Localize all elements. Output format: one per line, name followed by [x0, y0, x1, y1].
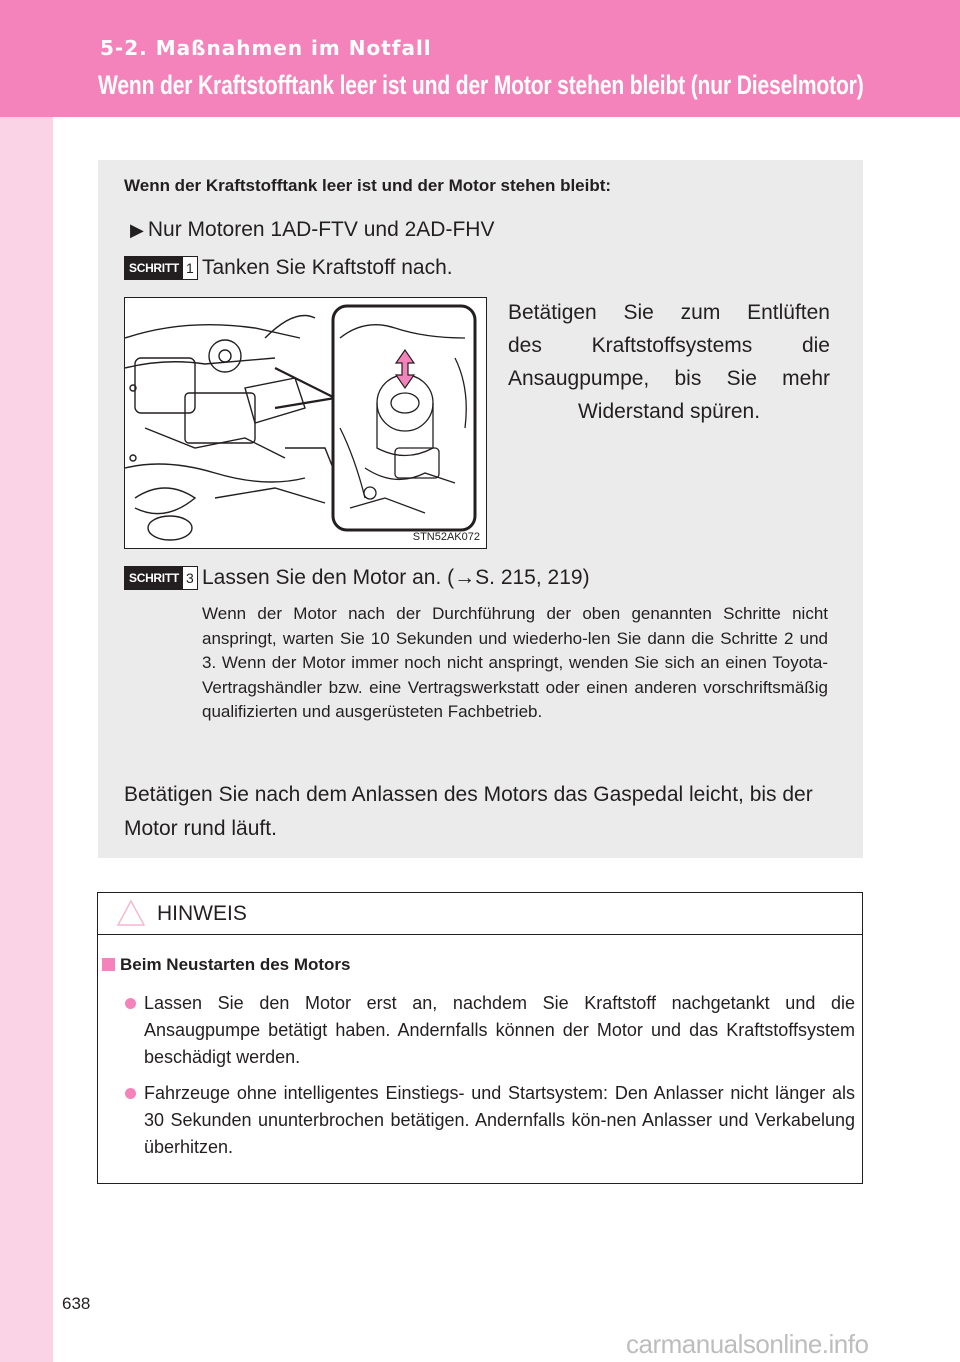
round-bullet-icon [125, 1088, 136, 1099]
round-bullet-icon [125, 998, 136, 1009]
step-number: 3 [186, 570, 194, 586]
side-strip [0, 0, 53, 1362]
after-start-text: Betätigen Sie nach dem Anlassen des Motors das Gaspedal leicht, bis der Motor rund läuft. [124, 783, 813, 840]
notice-bullet [125, 990, 855, 1071]
engine-note [130, 218, 494, 242]
figure-code: STN52AK072 [412, 531, 480, 543]
watermark: carmanualsonline.info [626, 1329, 869, 1359]
page-title: Wenn der Kraftstofftank leer ist und der Motor stehen bleibt (nur Dieselmotor) [98, 70, 864, 100]
notice-bullet-text: Lassen Sie den Motor erst an, nachdem Sie Kraftstoff nachgetankt und die Ansaugpumpe betätigt haben. Andernfalls können der Motor und das Kraftstoffsystem beschädigt werden. [144, 993, 855, 1067]
square-bullet-icon [102, 958, 115, 971]
panel-heading: Wenn der Kraftstofftank leer ist und der Motor stehen bleibt: [124, 176, 612, 195]
notice-bullet [125, 1080, 855, 1161]
step-3-text: Lassen Sie den Motor an. (→S. 215, 219) [202, 566, 590, 589]
step-1-badge [124, 256, 198, 280]
step-2-text [508, 296, 830, 428]
step-1-text: Tanken Sie Kraftstoff nach. [202, 256, 453, 279]
notice-bullet-text: Fahrzeuge ohne intelligentes Einstiegs- und Startsystem: Den Anlasser nicht länger als 30 Sekunden ununterbrochen betätigen. Andernfalls kön-nen Anlasser und Verkabelung überhitzen. [144, 1083, 855, 1157]
step-2-line: des Kraftstoffsystems die [508, 334, 830, 357]
page-number: 638 [62, 1294, 91, 1313]
step-2-line: Ansaugpumpe, bis Sie mehr [508, 367, 830, 390]
notice-heading-text: Beim Neustarten des Motors [120, 955, 351, 974]
step-2-line: Widerstand spüren. [577, 400, 761, 423]
step-3-description: Wenn der Motor nach der Durchführung der oben genannten Schritte nicht anspringt, warten Sie 10 Sekunden und wiederho-len Sie dann die Schritte 2 und 3. Wenn der Motor immer noch nicht anspringt, wenden Sie sich an einen Toyota-Vertragshändler bzw. eine Vertragswerkstatt oder einen anderen vorschriftsmäßig qualifizierten und ausgerüsteten Fachbetrieb. [202, 604, 828, 721]
section-label: 5-2. Maßnahmen im Notfall [100, 36, 432, 60]
step-2-line: Betätigen Sie zum Entlüften [508, 301, 830, 324]
notice-heading [102, 955, 351, 975]
step-3-badge [124, 566, 198, 590]
page-header [0, 0, 960, 117]
engine-note-text: Nur Motoren 1AD-FTV und 2AD-FHV [147, 218, 495, 241]
warning-triangle-icon [116, 899, 146, 927]
triangle-right-icon: ▶ [130, 220, 144, 240]
step-label: SCHRITT [125, 567, 183, 589]
step-number: 1 [186, 260, 194, 276]
step-label: SCHRITT [125, 257, 183, 279]
notice-title: HINWEIS [157, 902, 247, 925]
engine-bay-drawing [125, 298, 486, 548]
notice-header [98, 893, 862, 935]
engine-bay-illustration [124, 297, 487, 549]
